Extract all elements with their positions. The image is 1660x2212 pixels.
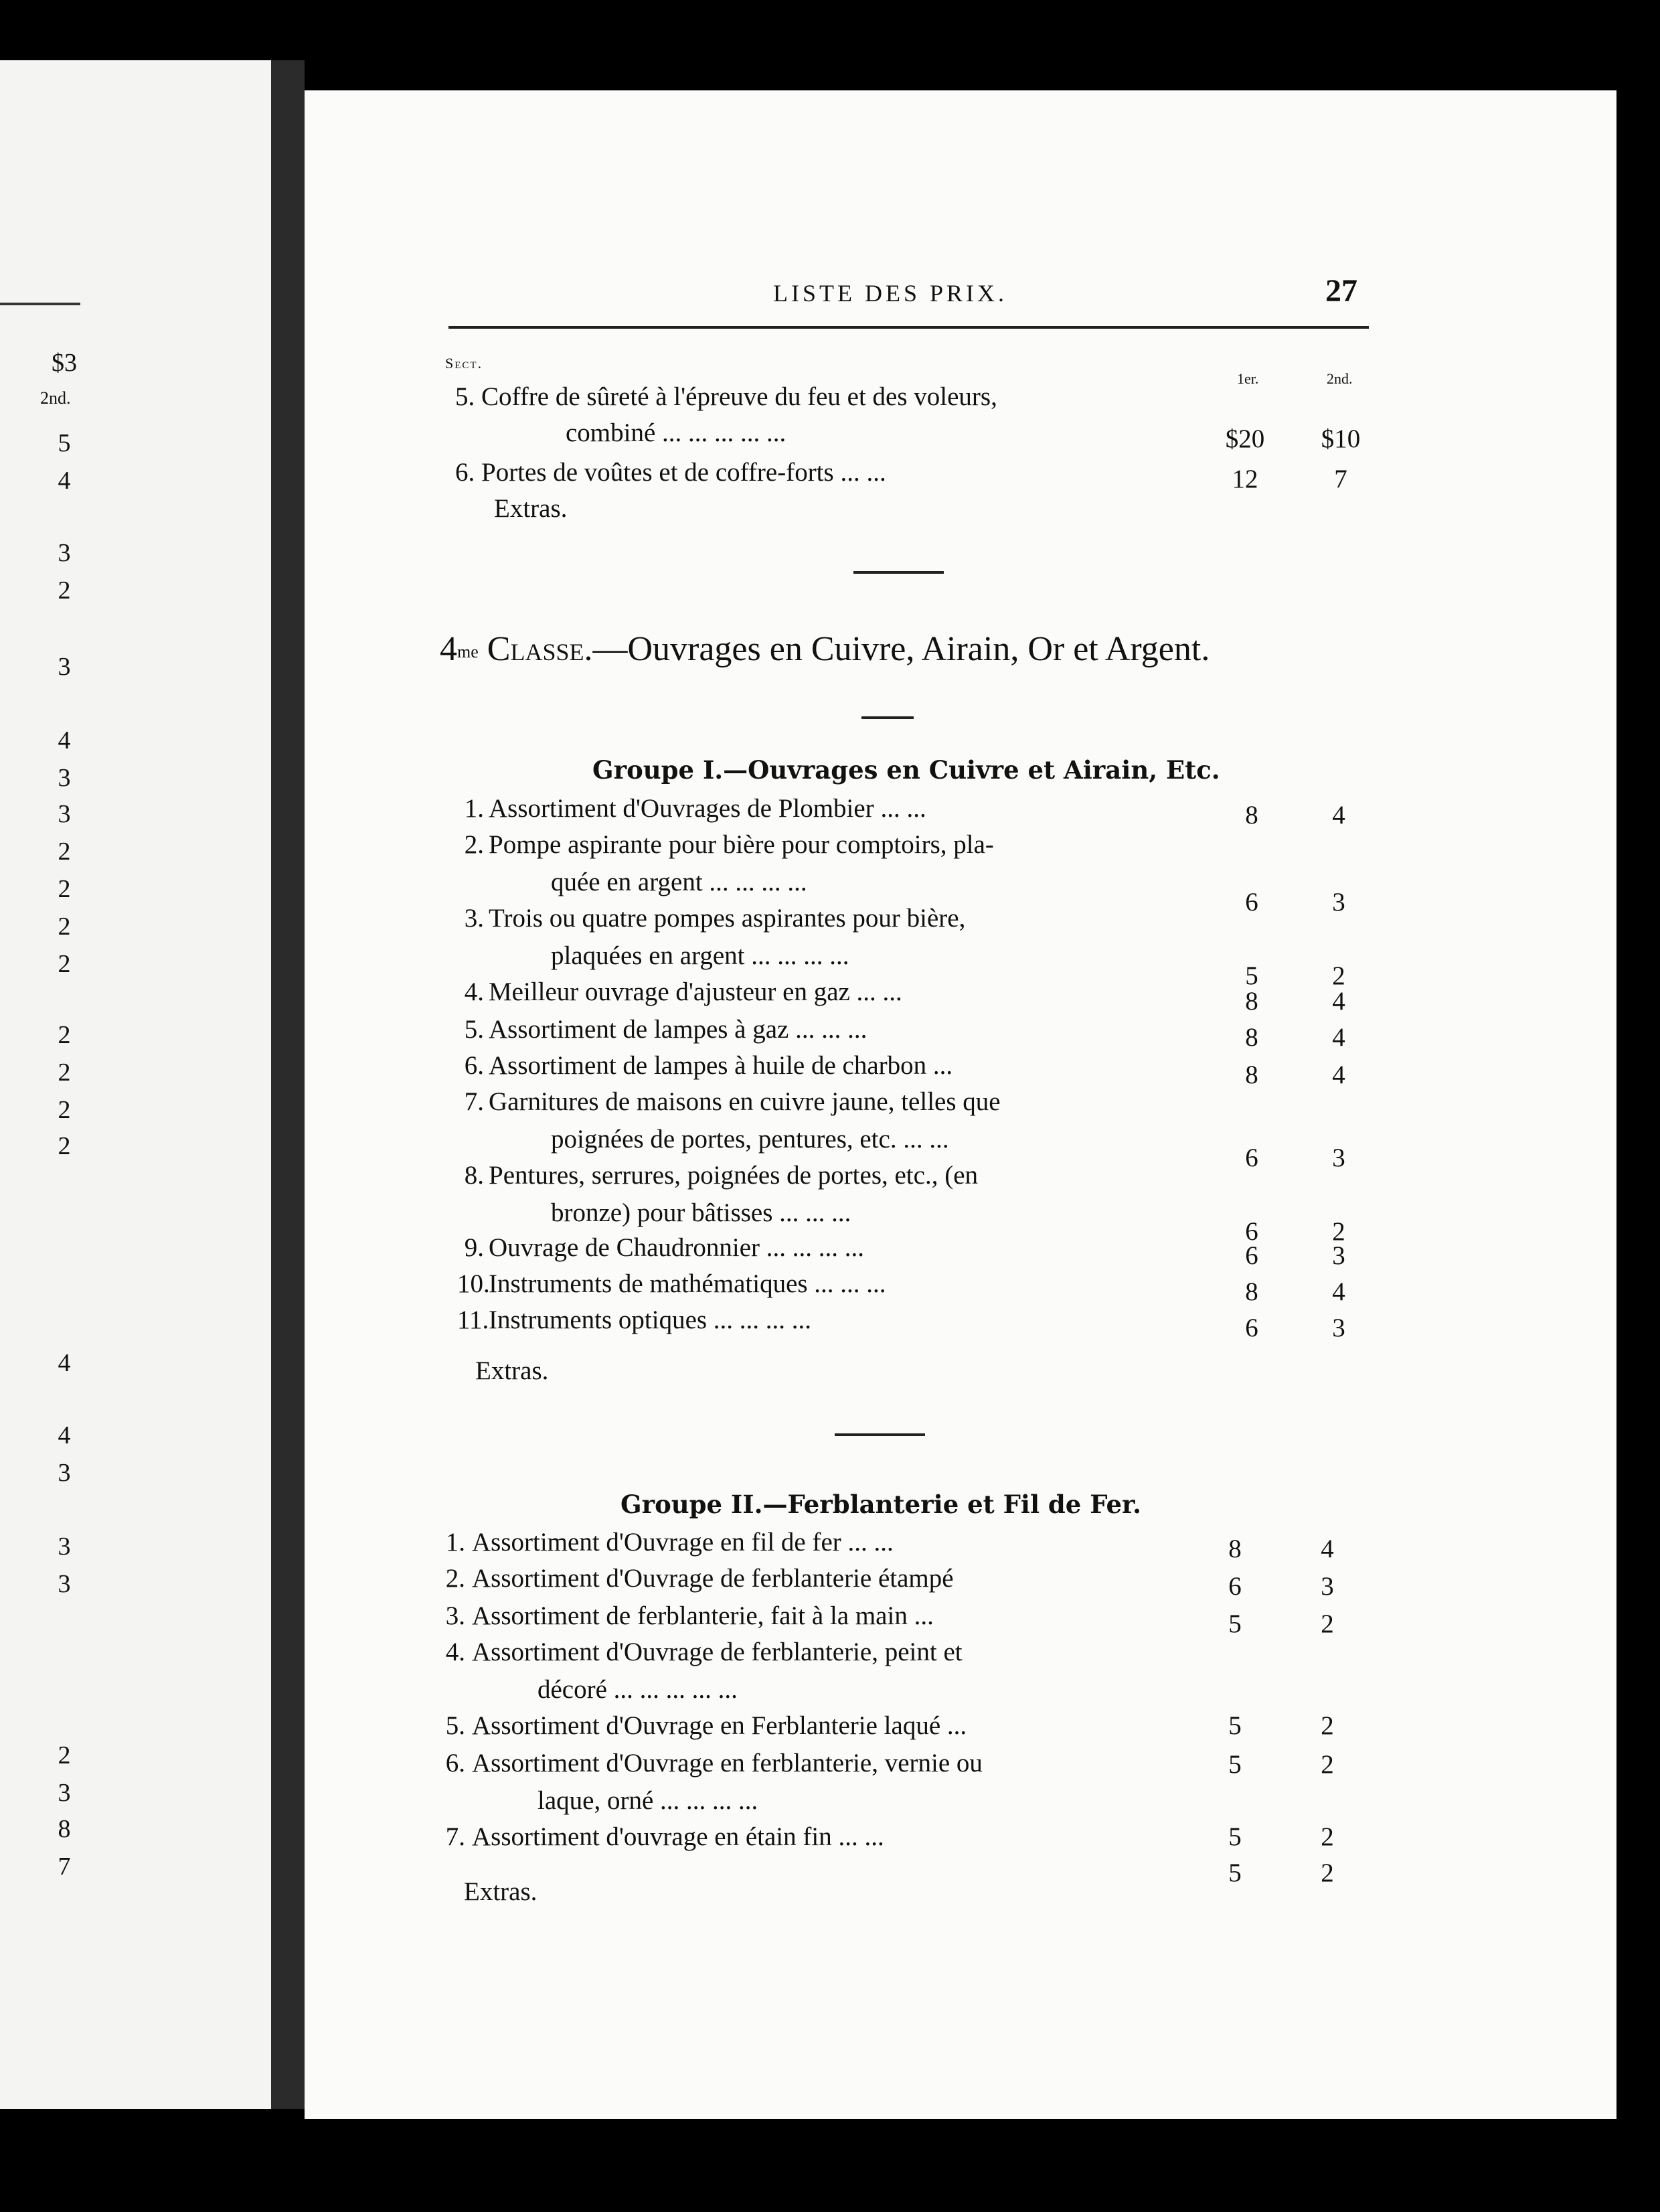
left-value: 7 bbox=[58, 1852, 71, 1881]
groupe1-item-first: 6 bbox=[1245, 1314, 1258, 1342]
group-divider bbox=[835, 1433, 925, 1436]
groupe1-item-number: 1. bbox=[464, 794, 484, 823]
left-value: 4 bbox=[58, 726, 71, 755]
left-value: 3 bbox=[58, 800, 71, 828]
groupe2-item-text: Assortiment d'Ouvrage de ferblanterie, peint et bbox=[472, 1638, 963, 1666]
groupe1-item-text: Assortiment d'Ouvrages de Plombier ... ... bbox=[489, 794, 926, 823]
groupe2-item-first: 5 bbox=[1228, 1750, 1242, 1779]
groupe1-item-second: 4 bbox=[1332, 987, 1345, 1016]
col-header-second: 2nd. bbox=[1327, 370, 1353, 387]
groupe1-item-first: 6 bbox=[1245, 1217, 1258, 1246]
groupe2-item-text: Assortiment d'Ouvrage de ferblanterie étampé bbox=[472, 1564, 954, 1593]
groupe1-item-first: 8 bbox=[1245, 1277, 1258, 1306]
groupe1-item-first: 8 bbox=[1245, 1023, 1258, 1052]
left-value: 8 bbox=[58, 1815, 71, 1843]
sect-item-5-line1: 5. Coffre de sûreté à l'épreuve du feu et des voleurs, bbox=[455, 382, 997, 411]
sect-item-5-line2: combiné ... ... ... ... ... bbox=[566, 418, 786, 447]
groupe1-item-number: 4. bbox=[464, 977, 484, 1006]
groupe1-item-number: 3. bbox=[464, 904, 484, 933]
groupe1-item-number: 10. bbox=[457, 1269, 490, 1298]
groupe1-item-first: 8 bbox=[1245, 801, 1258, 830]
groupe1-item-number: 7. bbox=[464, 1087, 484, 1116]
left-value: 4 bbox=[58, 1349, 71, 1377]
groupe1-item-first: 5 bbox=[1245, 961, 1258, 990]
groupe2-item-number: 5. bbox=[445, 1711, 465, 1740]
groupe1-item-number: 6. bbox=[464, 1051, 484, 1080]
groupe1-item-number: 2. bbox=[464, 830, 484, 859]
groupe2-item-text: laque, orné ... ... ... ... bbox=[537, 1786, 758, 1815]
left-value: 2 bbox=[58, 950, 71, 978]
groupe1-item-text: Garnitures de maisons en cuivre jaune, telles que bbox=[489, 1087, 1001, 1116]
groupe2-title: Groupe II.—Ferblanterie et Fil de Fer. bbox=[620, 1490, 1141, 1519]
left-col-header: 2nd. bbox=[40, 388, 71, 408]
class-number: 4 bbox=[440, 630, 457, 668]
groupe1-item-second: 2 bbox=[1332, 1217, 1345, 1246]
groupe1-item-second: 3 bbox=[1332, 1241, 1345, 1270]
sect-item-5-first: $20 bbox=[1225, 424, 1265, 453]
groupe2-item-text: Assortiment d'Ouvrage en Ferblanterie laqué ... bbox=[472, 1711, 967, 1740]
left-value: 2 bbox=[58, 1741, 71, 1769]
groupe2-item-first: 6 bbox=[1228, 1572, 1242, 1601]
left-value: 3 bbox=[58, 1532, 71, 1561]
groupe2-item-number: 3. bbox=[445, 1601, 465, 1630]
groupe1-item-text: Meilleur ouvrage d'ajusteur en gaz ... ... bbox=[489, 977, 902, 1006]
groupe2-item-first: 5 bbox=[1228, 1822, 1242, 1851]
left-value: 2 bbox=[58, 838, 71, 866]
groupe2-item-first: 5 bbox=[1228, 1711, 1242, 1740]
groupe1-item-text: Assortiment de lampes à gaz ... ... ... bbox=[489, 1015, 867, 1044]
groupe1-item-text: Trois ou quatre pompes aspirantes pour bière, bbox=[489, 904, 966, 933]
groupe1-item-text: Assortiment de lampes à huile de charbon ... bbox=[489, 1051, 953, 1080]
col-header-first: 1er. bbox=[1237, 370, 1259, 387]
sect-item-6-line1: 6. Portes de voûtes et de coffre-forts ... ... bbox=[455, 458, 886, 487]
groupe2-item-second: 2 bbox=[1321, 1609, 1334, 1638]
book-spine bbox=[271, 60, 305, 2109]
left-value: 2 bbox=[58, 1132, 71, 1160]
section-divider bbox=[853, 571, 944, 574]
groupe1-item-text: Instruments de mathématiques ... ... ... bbox=[489, 1269, 886, 1298]
class-number-suffix: me bbox=[457, 642, 479, 661]
sect-item-6-second: 7 bbox=[1334, 465, 1347, 493]
groupe2-item-text: Assortiment d'Ouvrage en fil de fer ... ... bbox=[472, 1528, 894, 1557]
sect-extras: Extras. bbox=[494, 494, 568, 523]
header-rule bbox=[448, 326, 1369, 329]
sect-item-5-second: $10 bbox=[1321, 424, 1361, 453]
groupe1-item-text: bronze) pour bâtisses ... ... ... bbox=[551, 1198, 851, 1227]
groupe1-item-second: 4 bbox=[1332, 1023, 1345, 1052]
groupe1-item-number: 8. bbox=[464, 1161, 484, 1190]
groupe1-item-number: 9. bbox=[464, 1233, 484, 1262]
groupe1-item-second: 4 bbox=[1332, 1060, 1345, 1089]
groupe1-title: Groupe I.—Ouvrages en Cuivre et Airain, Etc. bbox=[592, 755, 1220, 785]
groupe1-item-first: 6 bbox=[1245, 888, 1258, 917]
groupe1-extras: Extras. bbox=[475, 1356, 549, 1385]
class-divider bbox=[861, 716, 914, 719]
left-value: 2 bbox=[58, 913, 71, 941]
groupe2-item-text: Assortiment d'ouvrage en étain fin ... ... bbox=[472, 1822, 884, 1851]
sect-item-6-first: 12 bbox=[1232, 465, 1258, 493]
right-page bbox=[305, 90, 1616, 2119]
page-number: 27 bbox=[1325, 273, 1357, 309]
groupe1-item-text: plaquées en argent ... ... ... ... bbox=[551, 941, 849, 970]
left-value: 2 bbox=[58, 1096, 71, 1124]
left-value: 4 bbox=[58, 467, 71, 495]
page-header: LISTE DES PRIX. bbox=[773, 280, 1008, 307]
left-value: 3 bbox=[58, 764, 71, 792]
groupe2-item-second: 3 bbox=[1321, 1572, 1334, 1601]
left-value: 2 bbox=[58, 875, 71, 903]
groupe2-item-second: 2 bbox=[1321, 1711, 1334, 1740]
class-subject: Ouvrages en Cuivre, Airain, Or et Argent. bbox=[627, 630, 1210, 668]
groupe1-item-text: poignées de portes, pentures, etc. ... ... bbox=[551, 1125, 949, 1154]
groupe2-item-number: 2. bbox=[445, 1564, 465, 1593]
groupe2-item-number: 7. bbox=[445, 1822, 465, 1851]
groupe1-item-first: 8 bbox=[1245, 1060, 1258, 1089]
left-value: 3 bbox=[58, 653, 71, 681]
groupe1-item-first: 8 bbox=[1245, 987, 1258, 1016]
groupe1-item-second: 3 bbox=[1332, 888, 1345, 917]
left-value: 4 bbox=[58, 1421, 71, 1449]
groupe2-item-number: 6. bbox=[445, 1749, 465, 1778]
left-value: 5 bbox=[58, 429, 71, 457]
groupe2-item-second: 4 bbox=[1321, 1534, 1334, 1563]
groupe2-item-number: 1. bbox=[445, 1528, 465, 1557]
groupe2-item-second: 2 bbox=[1321, 1750, 1334, 1779]
left-value: 3 bbox=[58, 1779, 71, 1807]
groupe1-item-second: 2 bbox=[1332, 961, 1345, 990]
groupe1-item-text: Ouvrage de Chaudronnier ... ... ... ... bbox=[489, 1233, 865, 1262]
groupe1-item-text: Instruments optiques ... ... ... ... bbox=[489, 1306, 812, 1334]
class-word: Classe bbox=[487, 630, 584, 668]
groupe1-item-second: 4 bbox=[1332, 801, 1345, 830]
groupe2-item-first: 8 bbox=[1228, 1534, 1242, 1563]
groupe2-item-second: 2 bbox=[1321, 1859, 1334, 1887]
class-title bbox=[440, 629, 1210, 669]
groupe2-item-second: 2 bbox=[1321, 1822, 1334, 1851]
groupe1-item-second: 3 bbox=[1332, 1143, 1345, 1172]
sect-label: Sect. bbox=[445, 355, 483, 372]
groupe2-item-text: décoré ... ... ... ... ... bbox=[537, 1675, 738, 1704]
left-value: 3 bbox=[58, 1459, 71, 1487]
left-page bbox=[0, 60, 271, 2109]
groupe1-item-first: 6 bbox=[1245, 1143, 1258, 1172]
groupe1-item-text: Pentures, serrures, poignées de portes, etc., (en bbox=[489, 1161, 979, 1190]
groupe1-item-second: 4 bbox=[1332, 1277, 1345, 1306]
groupe2-item-text: Assortiment de ferblanterie, fait à la main ... bbox=[472, 1601, 934, 1630]
left-value: $3 bbox=[52, 349, 77, 377]
groupe2-item-number: 4. bbox=[445, 1638, 465, 1666]
groupe2-extras: Extras. bbox=[464, 1877, 537, 1906]
left-value: 3 bbox=[58, 1570, 71, 1598]
groupe2-item-text: Assortiment d'Ouvrage en ferblanterie, vernie ou bbox=[472, 1749, 983, 1778]
groupe2-item-first: 5 bbox=[1228, 1609, 1242, 1638]
groupe1-item-first: 6 bbox=[1245, 1241, 1258, 1270]
groupe1-item-second: 3 bbox=[1332, 1314, 1345, 1342]
left-page-rule bbox=[0, 303, 80, 305]
groupe1-item-number: 5. bbox=[464, 1015, 484, 1044]
class-dash: .— bbox=[584, 630, 628, 668]
groupe1-item-number: 11. bbox=[457, 1306, 489, 1334]
left-value: 3 bbox=[58, 539, 71, 567]
groupe2-item-first: 5 bbox=[1228, 1859, 1242, 1887]
left-value: 2 bbox=[58, 1021, 71, 1049]
left-value: 2 bbox=[58, 576, 71, 605]
left-value: 2 bbox=[58, 1058, 71, 1087]
groupe1-item-text: Pompe aspirante pour bière pour comptoirs, pla- bbox=[489, 830, 994, 859]
groupe1-item-text: quée en argent ... ... ... ... bbox=[551, 868, 807, 896]
